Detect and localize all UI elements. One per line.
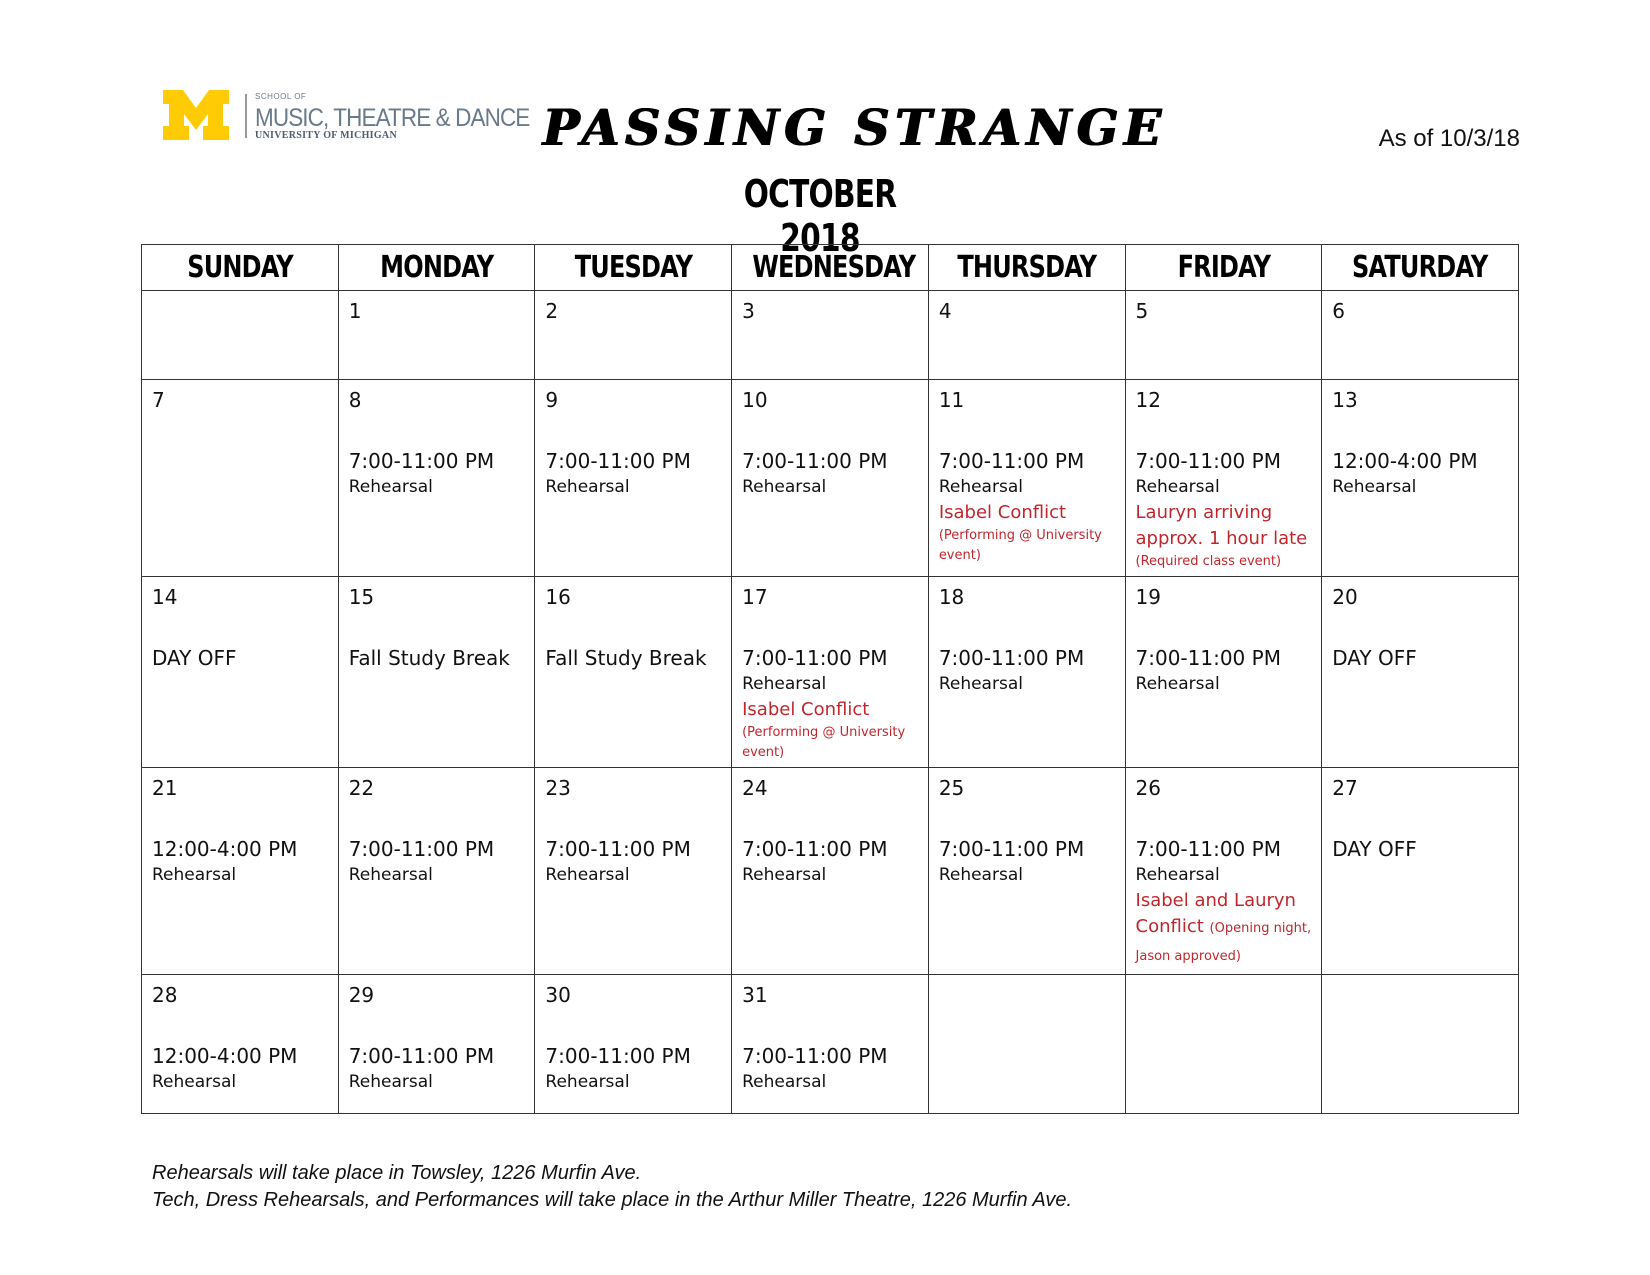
calendar-day-cell [338,380,535,577]
event-label: Rehearsal [742,674,827,694]
event-time: Fall Study Break [545,646,707,670]
day-number: 27 [1332,776,1358,800]
calendar-day-cell [1322,291,1519,380]
event-time: DAY OFF [1332,646,1417,670]
event-time: 7:00-11:00 PM [545,837,691,861]
conflict-note: Isabel Conflict [938,502,1067,523]
calendar-day-cell [535,291,732,380]
calendar-day-cell [1125,577,1322,768]
calendar-day-cell [732,975,929,1114]
day-number: 6 [1332,299,1345,323]
day-number: 25 [938,776,965,800]
calendar-day-cell [732,768,929,975]
calendar-week-row [142,577,1519,768]
calendar-day-cell [1322,975,1519,1114]
calendar-day-cell [338,291,535,380]
day-number: 24 [742,776,768,800]
calendar-week-row [142,768,1519,975]
calendar-day-cell [142,768,339,975]
event-time: 7:00-11:00 PM [348,1044,495,1068]
calendar-day-cell [732,577,929,768]
day-number: 20 [1332,585,1358,609]
event-label: Rehearsal [1135,477,1220,497]
event-time: 12:00-4:00 PM [1332,449,1478,473]
event-time: 7:00-11:00 PM [742,646,888,670]
calendar-day-cell [732,380,929,577]
calendar-day-cell [732,291,929,380]
conflict-detail: (Performing @ University event) [938,528,1102,563]
day-number: 21 [152,776,178,800]
calendar-body [142,291,1519,1114]
calendar-day-cell [1125,380,1322,577]
weekday-header-row [142,245,1519,291]
calendar-day-cell [142,975,339,1114]
event-time: 7:00-11:00 PM [1135,837,1281,861]
calendar-day-cell [928,380,1125,577]
calendar-day-cell [535,768,732,975]
day-number: 12 [1135,388,1161,412]
event-label: Rehearsal [545,865,630,885]
day-number: 16 [545,585,571,609]
day-number: 29 [348,983,375,1007]
event-label: Rehearsal [152,865,237,885]
as-of-date: As of 10/3/18 [1378,125,1520,152]
event-time: 7:00-11:00 PM [545,449,691,473]
event-label: Rehearsal [938,865,1023,885]
day-number: 15 [348,585,375,609]
event-label: Rehearsal [742,477,827,497]
day-number: 28 [152,983,178,1007]
logo-school-name: MUSIC, THEATRE & DANCE [255,104,530,132]
weekday-header: SATURDAY [1322,245,1519,291]
day-number: 14 [152,585,178,609]
block-m-logo-icon [163,90,229,140]
calendar-day-cell [338,975,535,1114]
conflict-note [1136,888,1312,970]
calendar-day-cell [1125,975,1322,1114]
event-time: DAY OFF [152,646,237,670]
event-time: 7:00-11:00 PM [545,1044,691,1068]
event-time: 7:00-11:00 PM [938,837,1085,861]
event-time: 7:00-11:00 PM [938,646,1085,670]
calendar-day-cell [1322,768,1519,975]
weekday-header: SUNDAY [142,245,339,291]
day-number: 3 [742,299,755,323]
event-time: 7:00-11:00 PM [348,837,495,861]
month-title: OCTOBER 2018 [743,172,897,260]
event-time: 7:00-11:00 PM [742,1044,888,1068]
event-time: 7:00-11:00 PM [742,837,888,861]
event-label: Rehearsal [545,1072,630,1092]
logo-university-name: UNIVERSITY OF MICHIGAN [255,130,397,141]
event-time: 7:00-11:00 PM [742,449,888,473]
event-label: Rehearsal [348,477,433,497]
show-title: PASSING STRANGE [543,98,1167,157]
calendar-week-row [142,291,1519,380]
conflict-note: Isabel Conflict [742,699,870,720]
event-time: DAY OFF [1332,837,1417,861]
day-number: 26 [1135,776,1161,800]
conflict-detail: (Opening night, Jason approved) [1135,921,1312,964]
event-label: Rehearsal [348,865,433,885]
event-time: 7:00-11:00 PM [1135,646,1281,670]
logo-school-of: SCHOOL OF [255,92,307,101]
day-number: 17 [742,585,768,609]
weekday-header: WEDNESDAY [732,245,929,291]
event-label: Rehearsal [1332,477,1417,497]
calendar-week-row [142,380,1519,577]
calendar-day-cell [142,380,339,577]
day-number: 4 [938,299,952,323]
day-number: 9 [545,388,559,412]
event-time: 12:00-4:00 PM [152,1044,298,1068]
conflict-detail: (Performing @ University event) [742,725,906,760]
event-time: 7:00-11:00 PM [348,449,495,473]
calendar-day-cell [142,577,339,768]
event-label: Rehearsal [1135,674,1220,694]
footer-rehearsal-location: Rehearsals will take place in Towsley, 1226 Murfin Ave. [152,1162,642,1184]
weekday-header: THURSDAY [928,245,1125,291]
calendar-day-cell [1125,291,1322,380]
calendar-day-cell [338,577,535,768]
calendar-day-cell [535,380,732,577]
calendar-week-row [142,975,1519,1114]
event-label: Rehearsal [1135,865,1220,885]
calendar-day-cell [928,975,1125,1114]
calendar-day-cell [928,577,1125,768]
calendar-day-cell [142,291,339,380]
event-label: Rehearsal [348,1072,433,1092]
calendar-day-cell [338,768,535,975]
day-number: 30 [545,983,571,1007]
school-logo [163,90,530,150]
weekday-header: MONDAY [338,245,535,291]
conflict-text: Isabel and Lauryn Conflict [1135,890,1296,937]
event-label: Rehearsal [742,1072,827,1092]
calendar-day-cell [1322,380,1519,577]
day-number: 22 [348,776,375,800]
calendar-day-cell [928,291,1125,380]
day-number: 7 [152,388,165,412]
event-label: Rehearsal [742,865,827,885]
event-time: Fall Study Break [348,646,510,670]
event-label: Rehearsal [152,1072,237,1092]
day-number: 10 [742,388,768,412]
weekday-header: FRIDAY [1125,245,1322,291]
day-number: 19 [1135,585,1161,609]
day-number: 31 [742,983,768,1007]
conflict-detail: (Required class event) [1135,554,1282,569]
day-number: 23 [545,776,571,800]
day-number: 8 [348,388,362,412]
event-time: 12:00-4:00 PM [152,837,298,861]
event-time: 7:00-11:00 PM [938,449,1085,473]
weekday-header: TUESDAY [535,245,732,291]
event-label: Rehearsal [938,674,1023,694]
footer-performance-location: Tech, Dress Rehearsals, and Performances will take place in the Arthur Miller Theatre, 1226 Murfin Ave. [152,1189,1073,1211]
day-number: 2 [545,299,559,323]
calendar-day-cell [1125,768,1322,975]
conflict-note: Lauryn arriving approx. 1 hour late [1135,502,1308,549]
day-number: 18 [938,585,965,609]
event-label: Rehearsal [938,477,1023,497]
calendar-day-cell [535,577,732,768]
footer-notes [152,1160,1072,1214]
day-number: 13 [1332,388,1358,412]
event-label: Rehearsal [545,477,630,497]
event-time: 7:00-11:00 PM [1135,449,1281,473]
calendar-day-cell [1322,577,1519,768]
day-number: 1 [348,299,362,323]
day-number: 5 [1135,299,1149,323]
day-number: 11 [938,388,965,412]
calendar-day-cell [928,768,1125,975]
calendar-grid [141,244,1519,1114]
logo-divider [245,94,247,138]
calendar-day-cell [535,975,732,1114]
